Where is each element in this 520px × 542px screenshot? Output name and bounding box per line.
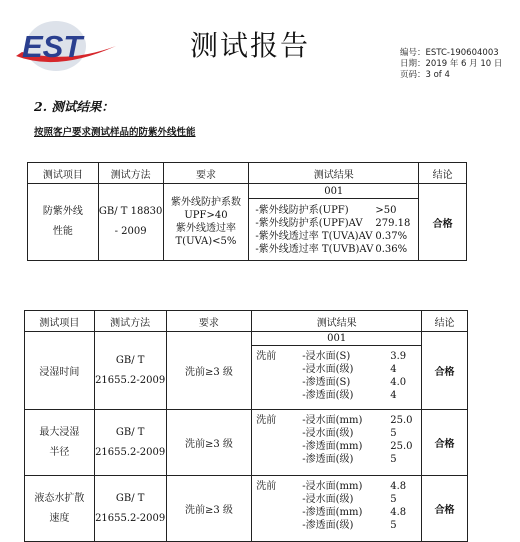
result-line: -紫外线防护系(UPF) >50 xyxy=(255,204,397,216)
header-test-item: 测试项目 xyxy=(25,311,95,332)
header-test-result: 测试结果 xyxy=(249,163,419,184)
result-line: -渗透面(级) 4 xyxy=(302,390,397,401)
section-subtitle: 按照客户要求测试样品的防紫外线性能 xyxy=(34,127,196,138)
header-test-method: 测试方法 xyxy=(94,311,166,332)
row-conclusion: 合格 xyxy=(422,332,468,410)
table1-header-row xyxy=(28,163,467,184)
header-requirement: 要求 xyxy=(163,163,249,184)
row-requirement: 洗前≥3 级 xyxy=(166,476,252,542)
result-line: -紫外线透过率 T(UVB)AV 0.36% xyxy=(255,243,408,255)
row-conclusion: 合格 xyxy=(422,410,468,476)
result-line: -紫外线防护系(UPF)AV 279.18 xyxy=(255,217,411,229)
result-line: -浸水面(mm) 4.8 xyxy=(302,481,407,492)
logo-text: EST xyxy=(22,29,83,64)
table1-sample-row xyxy=(28,184,467,199)
table-row xyxy=(25,410,468,476)
header-test-result: 测试结果 xyxy=(252,311,422,332)
table1-requirement: 紫外线防护系数 UPF>40 紫外线透过率 T(UVA)<5% xyxy=(163,184,249,261)
result-line: -渗透面(级) 5 xyxy=(302,520,397,531)
table2-sample-id: 001 xyxy=(252,332,422,346)
result-line: -渗透面(S) 4.0 xyxy=(302,377,407,388)
row-conclusion: 合格 xyxy=(422,476,468,542)
header-conclusion: 结论 xyxy=(419,163,467,184)
header-test-item: 测试项目 xyxy=(28,163,99,184)
table1-item: 防紫外线 性能 xyxy=(28,184,99,261)
row-requirement: 洗前≥3 级 xyxy=(166,332,252,410)
row-item: 浸湿时间 xyxy=(25,332,95,410)
result-line: -浸水面(S) 3.9 xyxy=(302,351,407,362)
section-title: 2. 测试结果： xyxy=(34,99,114,114)
row-results: 洗前 -浸水面(S) 3.9 -浸水面(级) 4 -渗透面(S) 4.0 -渗透面(级) 4 xyxy=(252,346,422,410)
header-conclusion: 结论 xyxy=(422,311,468,332)
table1-conclusion: 合格 xyxy=(419,184,467,261)
row-results: 洗前 -浸水面(mm) 4.8 -浸水面(级) 5 -渗透面(mm) 4.8 -渗透面(级) 5 xyxy=(252,476,422,542)
row-method: GB/ T 21655.2-2009 xyxy=(94,476,166,542)
row-method: GB/ T 21655.2-2009 xyxy=(94,332,166,410)
table1-results xyxy=(249,199,419,261)
result-line: -浸水面(级) 5 xyxy=(302,428,397,439)
row-item: 液态水扩散 速度 xyxy=(25,476,95,542)
result-line: -渗透面(级) 5 xyxy=(302,454,397,465)
page-number: 页码：3 of 4 xyxy=(400,70,450,80)
result-line: -浸水面(级) 5 xyxy=(302,494,397,505)
result-line: -渗透面(mm) 4.8 xyxy=(302,507,407,518)
report-date: 日期：2019 年 6 月 10 日 xyxy=(400,59,503,69)
result-line: -紫外线透过率 T(UVA)AV 0.37% xyxy=(255,230,408,242)
result-line: -浸水面(级) 4 xyxy=(302,364,397,375)
header-requirement: 要求 xyxy=(166,311,252,332)
table-row xyxy=(25,476,468,542)
result-line: -渗透面(mm) 25.0 xyxy=(302,441,413,452)
table2-header-row xyxy=(25,311,468,332)
table-row xyxy=(25,332,468,346)
est-logo xyxy=(8,12,120,80)
report-meta xyxy=(400,48,502,81)
uv-test-table xyxy=(27,162,467,261)
row-requirement: 洗前≥3 级 xyxy=(166,410,252,476)
report-title: 测试报告 xyxy=(190,29,311,62)
row-method: GB/ T 21655.2-2009 xyxy=(94,410,166,476)
header-test-method: 测试方法 xyxy=(98,163,163,184)
wicking-test-table xyxy=(24,310,468,542)
table1-sample-id: 001 xyxy=(249,184,419,199)
table1-method: GB/ T 18830 - 2009 xyxy=(98,184,163,261)
report-number: 编号：ESTC-190604003 xyxy=(400,48,499,58)
row-results: 洗前 -浸水面(mm) 25.0 -浸水面(级) 5 -渗透面(mm) 25.0 -渗透面(级) 5 xyxy=(252,410,422,476)
result-line: -浸水面(mm) 25.0 xyxy=(302,415,413,426)
row-item: 最大浸湿 半径 xyxy=(25,410,95,476)
